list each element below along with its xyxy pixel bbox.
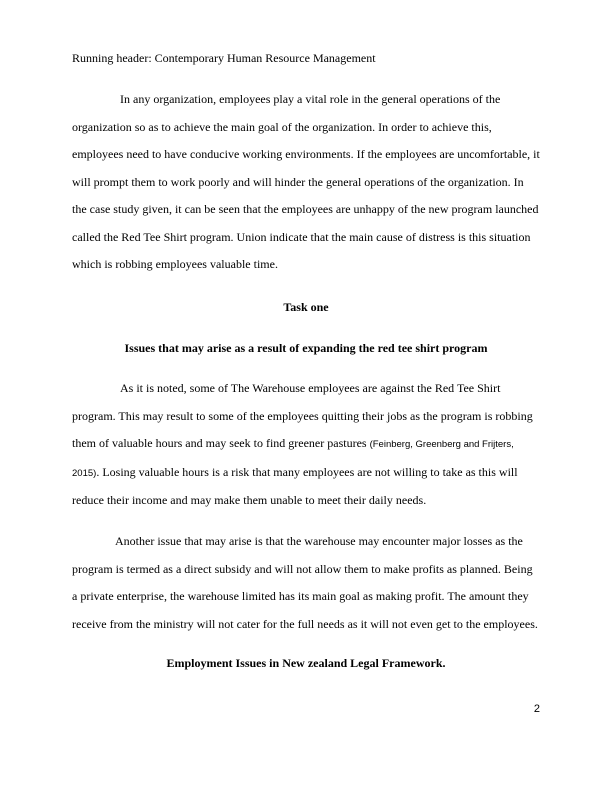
- page-number: 2: [533, 703, 540, 715]
- paragraph-line: Another issue that may arise is that the warehouse may encounter major losses as the: [115, 534, 523, 548]
- paragraph-line: receive from the ministry will not cater for the full needs as it will not even get to the employees.: [72, 616, 538, 631]
- intro-paragraph: [72, 86, 544, 279]
- citation: (Feinberg, Greenberg and Frijters,: [369, 439, 514, 450]
- losses-paragraph: [72, 528, 544, 638]
- paragraph-line: [72, 459, 544, 488]
- paragraph-line: reduce their income and may make them unable to meet their daily needs.: [72, 493, 427, 507]
- paragraph-line: As it is noted, some of The Warehouse employees are against the Red Tee Shirt: [120, 381, 501, 395]
- paragraph-text: them of valuable hours and may seek to find greener pastures: [72, 436, 370, 450]
- paragraph-line: organization so as to achieve the main goal of the organization. In order to achieve this,: [72, 119, 492, 134]
- paragraph-line: which is robbing employees valuable time.: [72, 257, 278, 271]
- paragraph-text: . Losing valuable hours is a risk that many employees are not willing to take as this will: [96, 464, 518, 479]
- paragraph-line: In any organization, employees play a vital role in the general operations of the: [120, 92, 501, 106]
- citation: 2015): [72, 467, 97, 479]
- paragraph-line: the case study given, it can be seen that the employees are unhappy of the new program launched: [72, 202, 539, 216]
- paragraph-line: called the Red Tee Shirt program. Union indicate that the main cause of distress is this situation: [72, 229, 531, 244]
- task-heading: Task one: [283, 300, 329, 314]
- issues-heading: Issues that may arise as a result of expanding the red tee shirt program: [124, 341, 488, 355]
- paragraph-line: employees need to have conducive working environments. If the employees are uncomfortable, it: [72, 147, 540, 161]
- running-header: Running header: Contemporary Human Resource Management: [72, 51, 376, 65]
- paragraph-line: [72, 430, 544, 459]
- employment-heading: Employment Issues in New zealand Legal Framework.: [166, 656, 446, 670]
- issues-paragraph: [72, 375, 544, 515]
- paragraph-line: program. This may result to some of the employees quitting their jobs as the program is robbing: [72, 408, 533, 423]
- paragraph-line: a private enterprise, the warehouse limited has its main goal as making profit. The amount they: [72, 589, 529, 603]
- paragraph-line: will prompt them to work poorly and will hinder the general operations of the organization. In: [72, 174, 524, 189]
- paragraph-line: program is termed as a direct subsidy and will not allow them to make profits as planned. Being: [72, 561, 533, 576]
